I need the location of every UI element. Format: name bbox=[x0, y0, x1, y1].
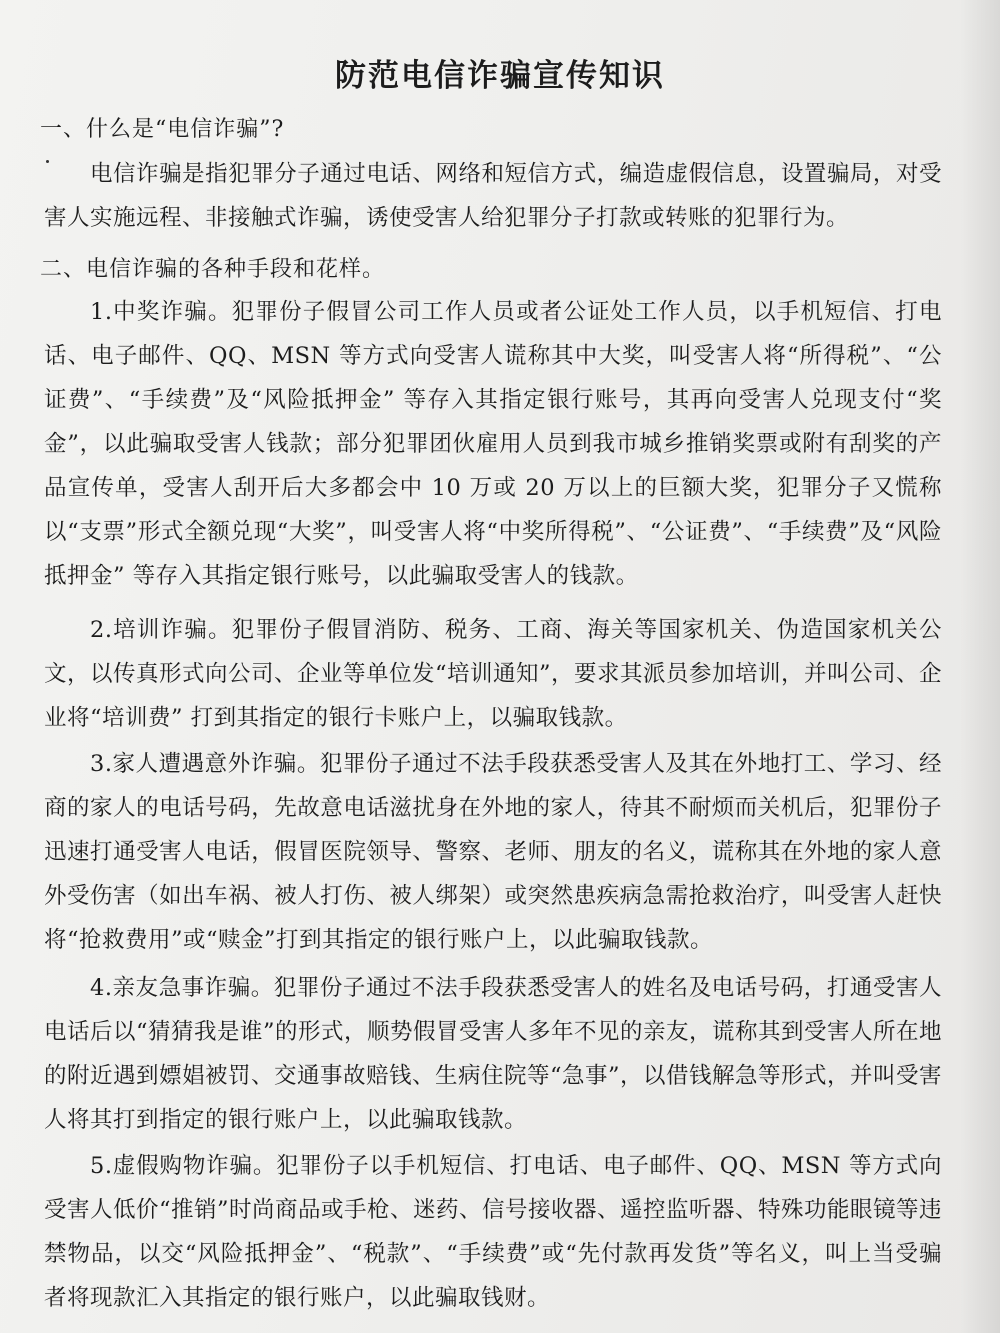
section-2-heading: 二、电信诈骗的各种手段和花样。 bbox=[40, 257, 386, 282]
item-1-lottery-scam: 1.中奖诈骗。犯罪份子假冒公司工作人员或者公证处工作人员，以手机短信、打电话、电子邮件、QQ、MSN 等方式向受害人谎称其中大奖，叫受害人将“所得税”、“公证费”、“手续费”及“风险抵押金” 等存入其指定银行账号，其再向受害人兑现支付“奖金”，以此骗取受害人钱款；部分犯罪团伙雇用人员到我市城乡推销奖票或附有刮奖的产品宣传单，受害人刮开后大多都会中 10 万或 20 万以上的巨额大奖，犯罪分子又慌称以“支票”形式全额兑现“大奖”，叫受害人将“中奖所得税”、“公证费”、“手续费”及“风险抵押金” 等存入其指定银行账号，以此骗取受害人的钱款。 bbox=[44, 299, 942, 589]
item-5-fake-shopping-scam: 5.虚假购物诈骗。犯罪份子以手机短信、打电话、电子邮件、QQ、MSN 等方式向受害人低价“推销”时尚商品或手枪、迷药、信号接收器、遥控监听器、特殊功能眼镜等违禁物品，以交“风险抵押金”、“税款”、“手续费”或“先付款再发货”等名义，叫上当受骗者将现款汇入其指定的银行账户，以此骗取钱财。 bbox=[44, 1153, 943, 1311]
item-4-relative-emergency-scam: 4.亲友急事诈骗。犯罪份子通过不法手段获悉受害人的姓名及电话号码，打通受害人电话后以“猜猜我是谁”的形式，顺势假冒受害人多年不见的亲友，谎称其到受害人所在地的附近遇到嫖娼被罚、交通事故赔钱、生病住院等“急事”，以借钱解急等形式，并叫受害人将其打到指定的银行账户上，以此骗取钱款。 bbox=[44, 975, 943, 1133]
section-1-heading: 一、什么是“电信诈骗”? bbox=[40, 117, 285, 142]
item-2-training-scam: 2.培训诈骗。犯罪份子假冒消防、税务、工商、海关等国家机关、伪造国家机关公文，以传真形式向公司、企业等单位发“培训通知”，要求其派员参加培训，并叫公司、企业将“培训费” 打到其指定的银行卡账户上，以骗取钱款。 bbox=[44, 617, 943, 731]
item-3-family-accident-scam: 3.家人遭遇意外诈骗。犯罪份子通过不法手段获悉受害人及其在外地打工、学习、经商的家人的电话号码，先故意电话滋扰身在外地的家人，待其不耐烦而关机后，犯罪份子迅速打通受害人电话，假冒医院领导、警察、老师、朋友的名义，谎称其在外地的家人意外受伤害（如出车祸、被人打伤、被人绑架）或突然患疾病急需抢救治疗，叫受害人赶快将“抢救费用”或“赎金”打到其指定的银行账户上，以此骗取钱款。 bbox=[44, 751, 942, 953]
section-1-paragraph: 电信诈骗是指犯罪分子通过电话、网络和短信方式，编造虚假信息，设置骗局，对受害人实施远程、非接触式诈骗，诱使受害人给犯罪分子打款或转账的犯罪行为。 bbox=[44, 161, 942, 231]
page-edge-shadow bbox=[960, 0, 1000, 1333]
document-title: 防范电信诈骗宣传知识 bbox=[335, 58, 665, 94]
